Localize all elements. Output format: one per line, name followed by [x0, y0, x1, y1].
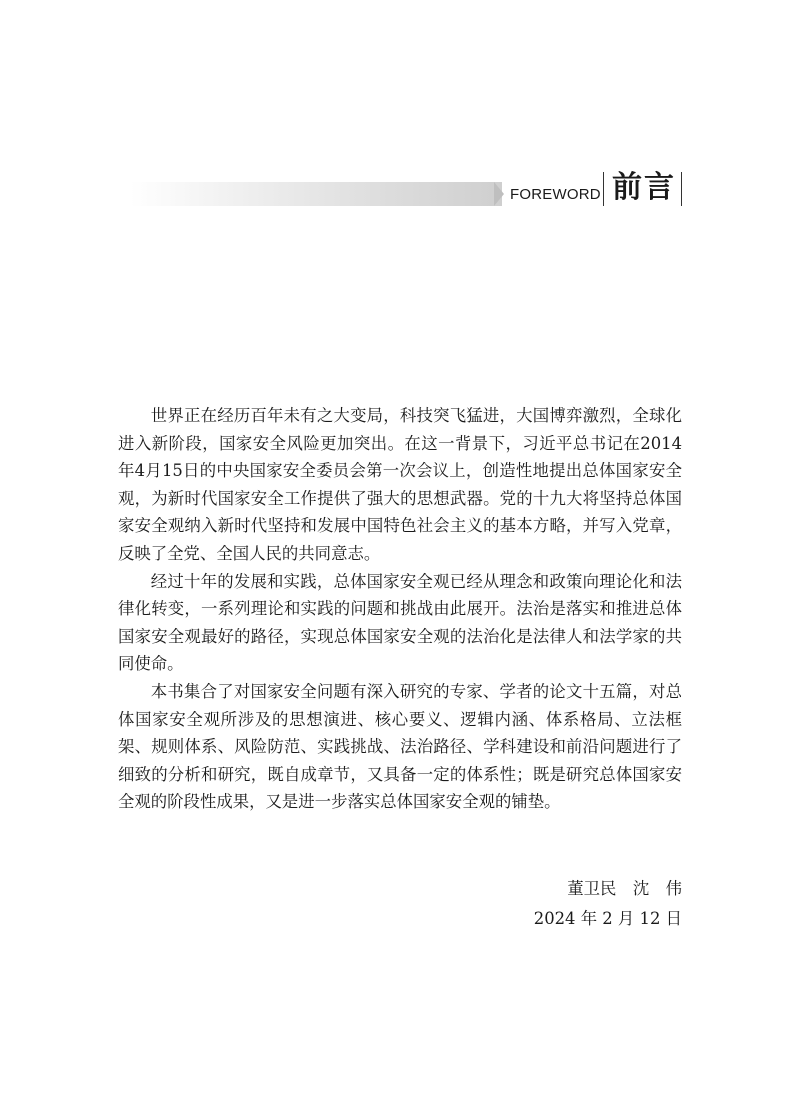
preface-body	[118, 402, 682, 816]
page-title: 前言	[612, 170, 676, 205]
header-gradient-bar	[130, 182, 502, 206]
paragraph-3: 本书集合了对国家安全问题有深入研究的专家、学者的论文十五篇，对总体国家安全观所涉及的思想演进、核心要义、逻辑内涵、体系格局、立法框架、规则体系、风险防范、实践挑战、法治路径、学科建设和前沿问题进行了细致的分析和研究，既自成章节，又具备一定的体系性；既是研究总体国家安全观的阶段性成果，又是进一步落实总体国家安全观的铺垫。	[118, 681, 682, 812]
paragraph-1: 世界正在经历百年未有之大变局，科技突飞猛进，大国博弈激烈，全球化进入新阶段，国家安全风险更加突出。在这一背景下，习近平总书记在2014年4月15日的中央国家安全委员会第一次会议上，创造性地提出总体国家安全观，为新时代国家安全工作提供了强大的思想武器。党的十九大将坚持总体国家安全观纳入新时代坚持和发展中国特色社会主义的基本方略，并写入党章，反映了全党、全国人民的共同意志。	[118, 406, 682, 563]
header-divider-left	[603, 172, 604, 206]
foreword-label: FOREWORD	[510, 186, 601, 203]
signature-date: 2024 年 2 月 12 日	[533, 909, 682, 928]
header-divider-right	[681, 172, 682, 206]
header-arrow-icon	[494, 182, 504, 206]
author-names: 董卫民 沈 伟	[567, 879, 682, 898]
signature-block	[534, 874, 682, 934]
paragraph-2: 经过十年的发展和实践，总体国家安全观已经从理念和政策向理论化和法律化转变，一系列理论和实践的问题和挑战由此展开。法治是落实和推进总体国家安全观最好的路径，实现总体国家安全观的法治化是法律人和法学家的共同使命。	[118, 571, 682, 674]
